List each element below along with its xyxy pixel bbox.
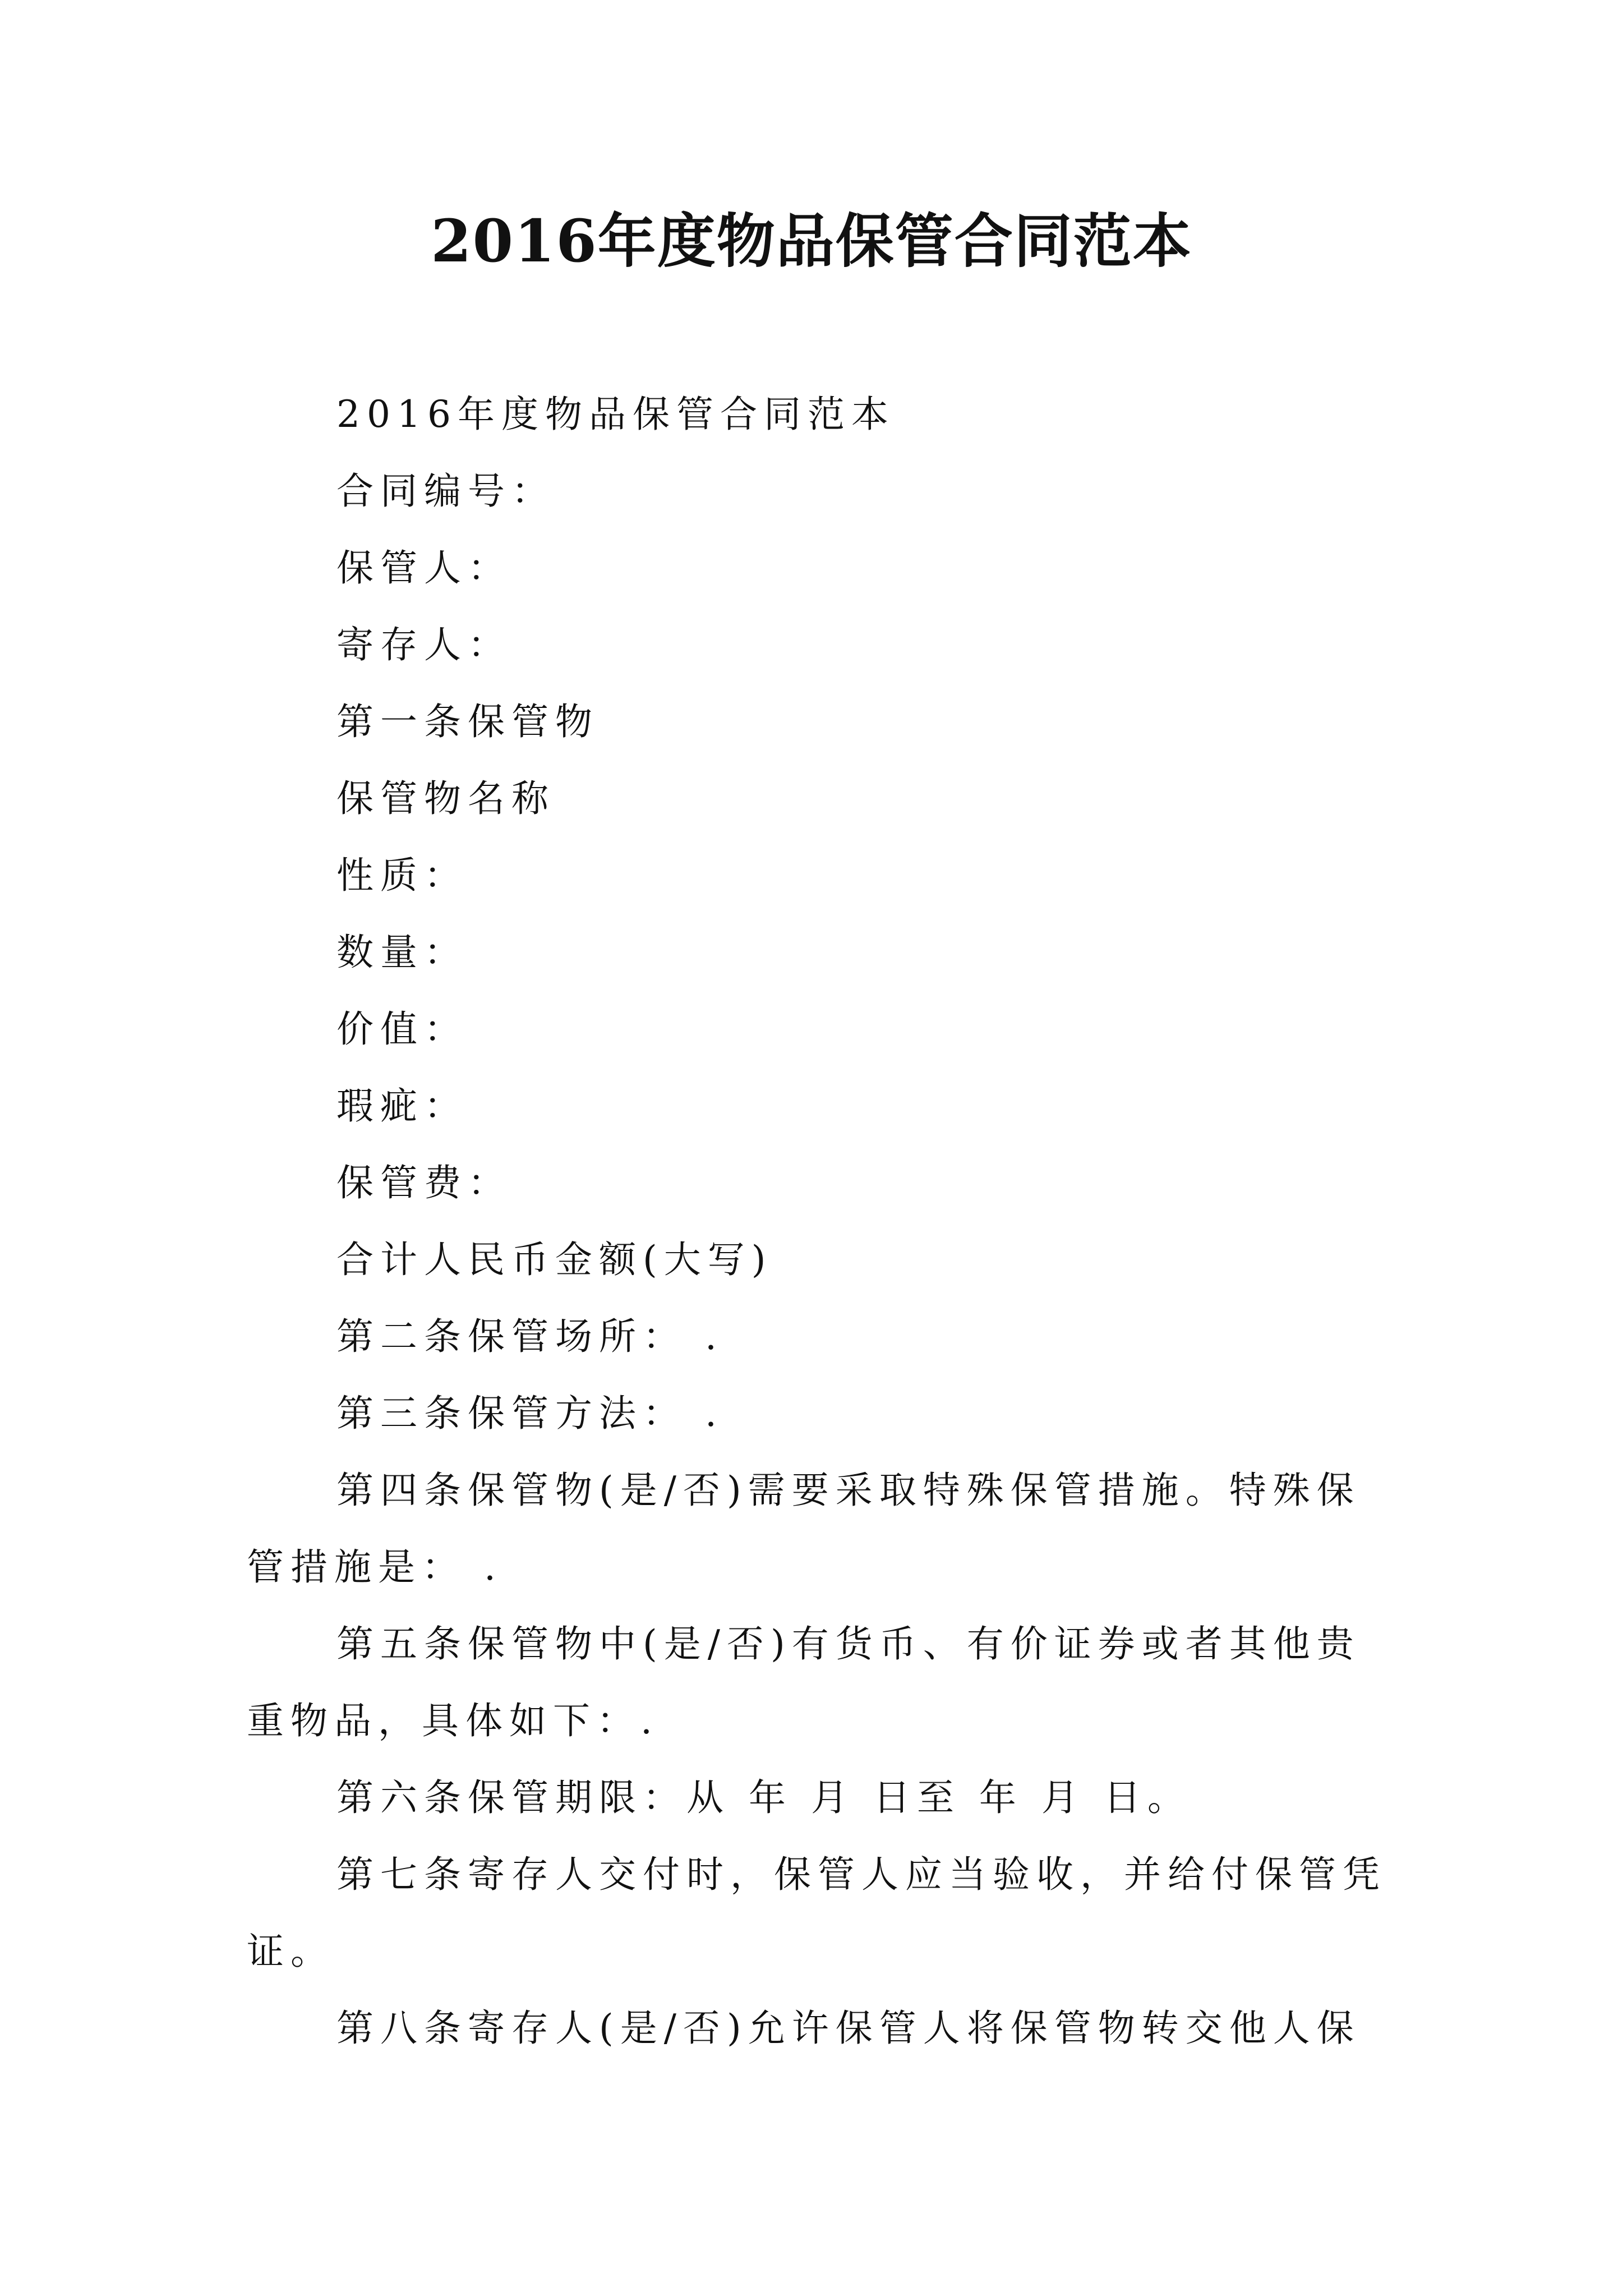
paragraph-custodian: 保管人： — [336, 546, 511, 590]
paragraph-value: 价值： — [336, 1007, 468, 1051]
paragraph-item-name: 保管物名称 — [336, 777, 555, 820]
paragraph-storage-fee: 保管费： — [336, 1161, 511, 1204]
paragraph-quantity: 数量： — [336, 931, 468, 974]
paragraph-contract-number: 合同编号： — [336, 470, 555, 513]
paragraph-article-5: 第五条保管物中(是/否)有货币、有价证券或者其他贵重物品，具体如下：. — [247, 1622, 1361, 1742]
paragraph-article-6: 第六条保管期限：从 年 月 日至 年 月 日。 — [336, 1776, 1191, 1819]
paragraph-article-7: 第七条寄存人交付时，保管人应当验收，并给付保管凭证。 — [247, 1853, 1386, 1973]
paragraph-total-amount: 合计人民币金额(大写) — [336, 1238, 773, 1281]
paragraph-article-1: 第一条保管物 — [336, 700, 599, 743]
document-title: 2016年度物品保管合同范本 — [431, 206, 1192, 275]
paragraph-article-8: 第八条寄存人(是/否)允许保管人将保管物转交他人保 — [336, 2007, 1361, 2050]
paragraph-depositor: 寄存人： — [336, 623, 511, 666]
document-body — [247, 376, 1388, 2067]
paragraph-article-2: 第二条保管场所： . — [336, 1315, 723, 1358]
paragraph-defects: 瑕疵： — [336, 1084, 468, 1128]
paragraph-article-3: 第三条保管方法： . — [336, 1392, 723, 1435]
paragraph-heading-repeat: 2016年度物品保管合同范本 — [336, 393, 895, 436]
paragraph-nature: 性质： — [336, 854, 468, 897]
paragraph-article-4: 第四条保管物(是/否)需要采取特殊保管措施。特殊保管措施是： . — [247, 1469, 1361, 1589]
